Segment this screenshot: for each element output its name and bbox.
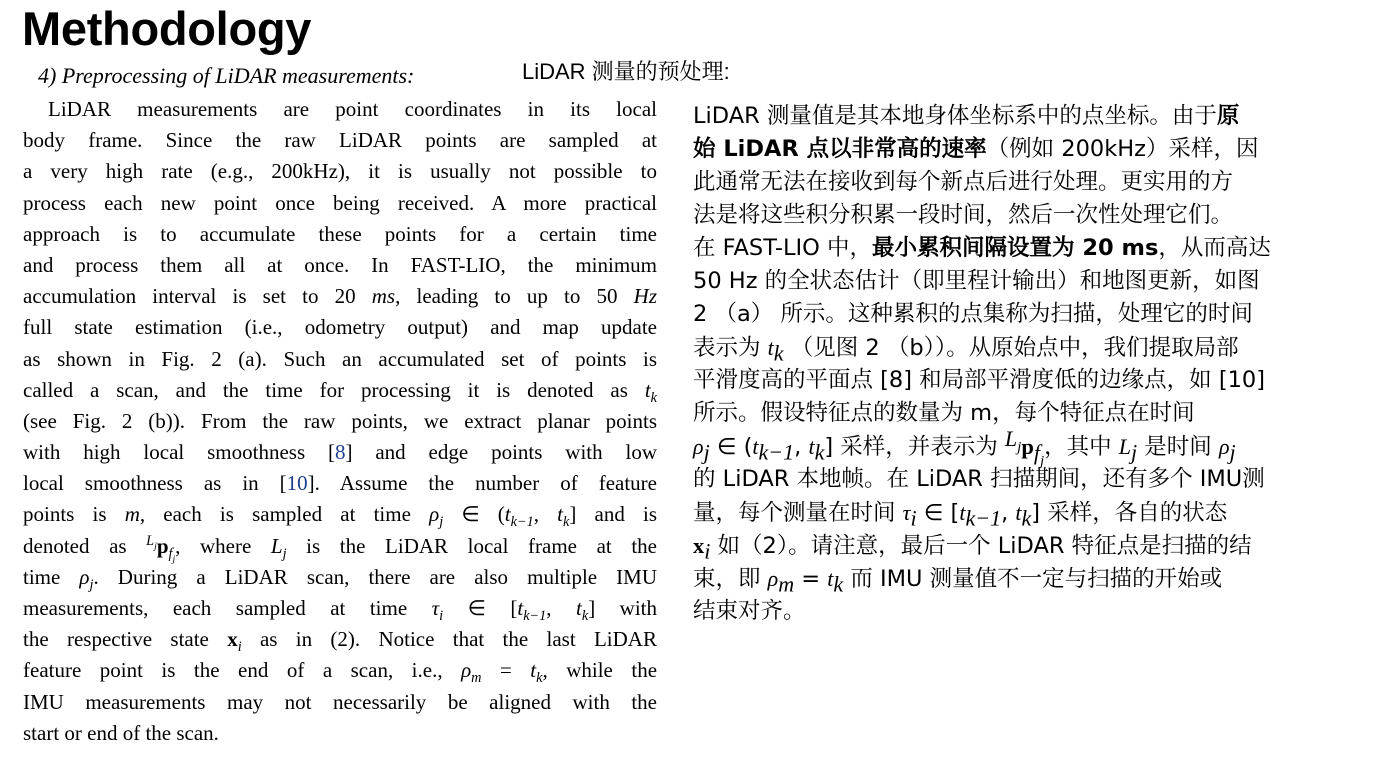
english-text-line: feature point is the end of a scan, i.e., $\rho_m = t_k$, while the [23, 658, 658, 687]
english-text-line: as shown in Fig. 2 (a). Such an accumulated set of points is [23, 346, 657, 371]
english-text-line: denoted as $^{L_j}p_{f_j}$, where $L_j$ is the LiDAR local frame at the [23, 532, 657, 565]
english-text-line: accumulation interval is set to 20 ms, leading to up to 50 Hz [23, 284, 657, 309]
slide-title: Methodology [22, 2, 312, 55]
english-text-line: IMU measurements may not necessarily be aligned with the [23, 689, 657, 714]
chinese-text-line: LiDAR 测量值是其本地身体坐标系中的点坐标。由于原 [693, 103, 1240, 129]
chinese-text-line: 平滑度高的平面点 [8] 和局部平滑度低的边缘点，如 [10] [693, 367, 1266, 393]
chinese-text-line: 始 LiDAR 点以非常高的速率（例如 200kHz）采样，因 [693, 136, 1259, 162]
english-text-line: called a scan, and the time for processing it is denoted as $t_k$ [23, 377, 657, 406]
chinese-text-line: 束，即 $\rho_m = t_k$ 而 IMU 测量值不一定与扫描的开始或 [693, 566, 1223, 597]
english-text-line: measurements, each sampled at time $\tau_i$ ∈ [$t_{k-1}$, $t_k$] with [23, 596, 657, 625]
chinese-section-heading: LiDAR 测量的预处理: [522, 59, 730, 84]
chinese-paragraph [693, 100, 1373, 628]
english-text-line: start or end of the scan. [23, 720, 219, 745]
english-paragraph [23, 94, 657, 749]
english-text-line: a very high rate (e.g., 200kHz), it is usually not possible to [23, 159, 657, 184]
english-text-line: with high local smoothness [8] and edge points with low [23, 440, 657, 465]
english-text-line: points is m, each is sampled at time $\rho_j$ ∈ ($t_{k-1}$, $t_k$] and is [23, 502, 658, 531]
chinese-text-line: 量，每个测量在时间 $\tau_i$ ∈ [$t_{k-1}$, $t_k$] 采样，各自的状态 [693, 500, 1228, 531]
chinese-text-line: $\rho_j$ ∈ ($t_{k-1}$, $t_k$] 采样，并表示为 $^{L_j}p_{f_j}$，其中 $L_j$ 是时间 $\rho_j$ [693, 425, 1236, 469]
english-text-line: the respective state $x_i$ as in (2). Notice that the last LiDAR [23, 627, 657, 656]
chinese-text-line: 所示。假设特征点的数量为 m，每个特征点在时间 [693, 400, 1195, 426]
chinese-text-line: 在 FAST-LIO 中，最小累积间隔设置为 20 ms，从而高达 [693, 235, 1271, 261]
chinese-text-line: 的 LiDAR 本地帧。在 LiDAR 扫描期间，还有多个 IMU测 [693, 466, 1265, 492]
chinese-text-line: 法是将这些积分积累一段时间，然后一次性处理它们。 [693, 202, 1234, 228]
english-text-line: approach is to accumulate these points for a certain time [23, 221, 657, 246]
english-text-line: body frame. Since the raw LiDAR points are sampled at [23, 128, 657, 153]
chinese-text-line: 50 Hz 的全状态估计（即里程计输出）和地图更新，如图 [693, 268, 1260, 294]
chinese-text-line: 2 （a） 所示。这种累积的点集称为扫描，处理它的时间 [693, 301, 1253, 327]
english-text-line: time $\rho_j$. During a LiDAR scan, there are also multiple IMU [23, 564, 657, 593]
english-text-line: (see Fig. 2 (b)). From the raw points, we extract planar points [23, 408, 657, 433]
chinese-text-line: 此通常无法在接收到每个新点后进行处理。更实用的方 [693, 169, 1234, 195]
english-text-line: process each new point once being received. A more practical [23, 190, 657, 215]
english-text-line: full state estimation (i.e., odometry output) and map update [23, 315, 657, 340]
english-text-line: LiDAR measurements are point coordinates in its local [48, 97, 657, 121]
chinese-text-line: $x_i$ 如（2）。请注意，最后一个 LiDAR 特征点是扫描的结 [693, 533, 1252, 564]
section-heading: 4) Preprocessing of LiDAR measurements: [38, 63, 415, 88]
english-text-line: local smoothness as in [10]. Assume the number of feature [23, 471, 657, 496]
english-text-line: and process them all at once. In FAST-LIO, the minimum [23, 252, 657, 277]
chinese-text-line: 结束对齐。 [693, 598, 806, 624]
chinese-text-line: 表示为 $t_k$ （见图 2 （b））。从原始点中，我们提取局部 [693, 335, 1239, 366]
